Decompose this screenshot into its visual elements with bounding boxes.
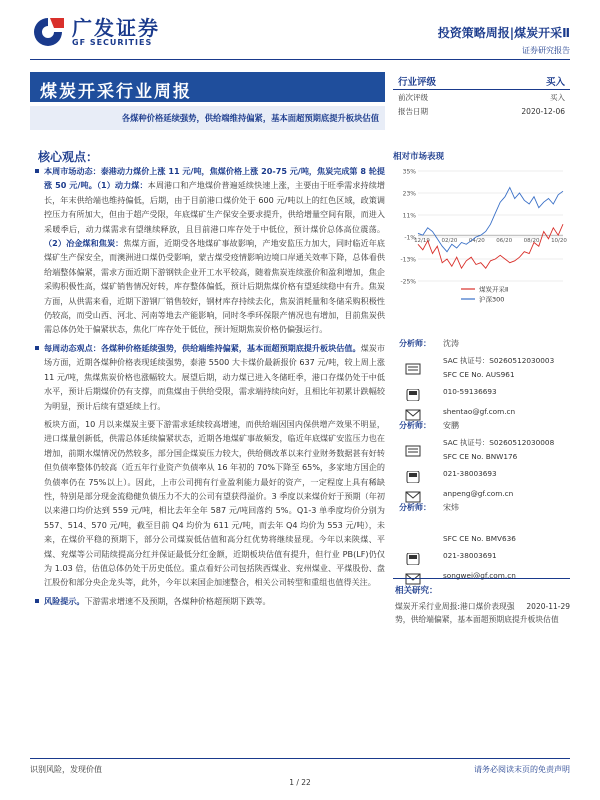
analyst-phone: 010-59136693 bbox=[443, 387, 497, 396]
header-divider bbox=[30, 59, 570, 60]
p2-text: 煤炭市场方面，近期各煤种价格表现延续强势，泰港 5500 大卡煤价最新报价 637 元/吨，较上周上涨 11 元/吨，焦煤焦炭价格也涨幅较大。展望后期，动力煤已进入冬储旺季，港口存煤仍处于中低水平，预计后期煤价仍有支撑，而焦煤由于供给受限，需求端持续向好，且相比年初累计跌幅较为明显，预计后续有望延续上行。 bbox=[44, 342, 385, 411]
footer-divider bbox=[30, 758, 570, 759]
relative-performance-chart bbox=[393, 163, 570, 313]
p1-highlight-2: （2）冶金煤和焦炭： bbox=[44, 238, 124, 249]
analyst-card bbox=[393, 494, 570, 580]
chart-svg bbox=[393, 163, 570, 313]
y-tick-label: 23% bbox=[402, 190, 416, 198]
phone-icon bbox=[405, 550, 421, 562]
x-tick-label: 12/19 bbox=[414, 238, 430, 245]
analyst-name: 安鹏 bbox=[443, 421, 459, 430]
page-header bbox=[0, 0, 600, 60]
prev-rating-label: 前次评级 bbox=[398, 92, 428, 102]
x-tick-label: 02/20 bbox=[441, 238, 458, 245]
phone-icon bbox=[405, 468, 421, 480]
p1-text-b: 焦煤方面，近期受各地煤矿事故影响，产地安监压力加大，同时临近年底煤矿生产保安全，而澳洲进口煤仍受影响，蒙古煤受疫情影响边境口岸通关效率下降，总体看供给端整体偏紧，需求方面近期下游钢铁企业开工水平较高，随着焦炭连续涨价和盈利增加，焦企采购积极性高，煤矿销售情况好转，库存整体偏低，预计后期焦煤价格有望延续稳中有升。焦炭方面，从供需来看，近期下游钢厂销售较好，钢材库存持续去化，焦炭消耗量和冬储采购积极性仍较高，而受山西、河北、河南等地去产能影响，同时冬季环保限产情况也有增加，目前焦炭供需总体仍处于偏紧状态，焦化厂库存处于低位，预计短期焦炭价格仍偏强运行。 bbox=[44, 238, 385, 335]
phone-icon bbox=[405, 386, 421, 398]
y-tick-label: 11% bbox=[402, 212, 416, 220]
certificate-icon bbox=[405, 360, 421, 372]
analyst-label: 分析师： bbox=[399, 339, 431, 348]
analyst-sfc: SFC CE No. BMV636 bbox=[443, 534, 516, 543]
analyst-sac: SAC 执证号：S0260512030003 bbox=[443, 356, 555, 365]
p1-highlight: 泰港动力煤价上涨 11 元/吨，焦煤价格上涨 20-75 元/吨，焦炭完成第 8 轮提涨 50 元/吨。（1）动力煤： bbox=[44, 166, 385, 191]
analyst-name: 宋炜 bbox=[443, 503, 459, 512]
rating-value: 买入 bbox=[545, 76, 565, 88]
analyst-card bbox=[393, 412, 570, 498]
analyst-label: 分析师： bbox=[399, 421, 431, 430]
series-line bbox=[418, 188, 563, 252]
core-views-body bbox=[44, 164, 385, 612]
analyst-sfc: SFC CE No. BNW176 bbox=[443, 452, 518, 461]
weekly-view-paragraph bbox=[44, 341, 385, 413]
x-tick-label: 08/20 bbox=[523, 238, 540, 245]
prev-rating-value: 买入 bbox=[550, 92, 565, 102]
chart-title: 相对市场表现 bbox=[393, 152, 445, 162]
footer-disclaimer: 请务必阅读末页的免责声明 bbox=[474, 765, 570, 774]
report-subtitle: 各煤种价格延续强势，供给端维持偏紧，基本面超预期底提升板块估值 bbox=[30, 106, 385, 130]
x-tick-label: 06/20 bbox=[496, 238, 513, 245]
report-date-label: 报告日期 bbox=[398, 106, 428, 116]
analyst-phone: 021-38003691 bbox=[443, 551, 497, 560]
logo-en-text: GF SECURITIES bbox=[72, 37, 153, 47]
report-date-value: 2020-12-06 bbox=[521, 106, 565, 116]
gf-logo bbox=[30, 16, 160, 48]
y-tick-label: -13% bbox=[400, 256, 416, 264]
analyst-email[interactable]: songwei@gf.com.cn bbox=[443, 571, 516, 580]
gf-logo-icon bbox=[30, 16, 66, 48]
report-title-banner bbox=[30, 72, 385, 102]
analyst-sac: SAC 执证号：S0260512030008 bbox=[443, 438, 555, 447]
x-tick-label: 04/20 bbox=[468, 238, 485, 245]
related-research bbox=[393, 578, 570, 626]
analyst-list bbox=[393, 330, 570, 580]
y-tick-label: -25% bbox=[400, 278, 416, 286]
x-tick-label: 10/20 bbox=[551, 238, 567, 245]
analyst-label: 分析师： bbox=[399, 503, 431, 512]
analyst-email[interactable]: shentao@gf.com.cn bbox=[443, 407, 516, 416]
legend-label: 煤炭开采Ⅱ bbox=[479, 285, 509, 294]
y-tick-label: -1% bbox=[404, 234, 416, 242]
risk-text: 下游需求增速不及预期，各煤种价格超预期下跌等。 bbox=[84, 595, 271, 606]
analyst-sfc: SFC CE No. AUS961 bbox=[443, 370, 515, 379]
report-title: 煤炭开采行业周报 bbox=[40, 82, 192, 102]
p1-head: 本周市场动态： bbox=[44, 166, 101, 176]
risk-paragraph bbox=[44, 594, 385, 608]
p2-head: 每周动态观点：各煤种价格延续强势，供给端维持偏紧，基本面超预期底提升板块估值。 bbox=[44, 342, 361, 353]
rating-label: 行业评级 bbox=[398, 76, 437, 88]
series-line bbox=[418, 224, 563, 268]
related-date: 2020-11-29 bbox=[526, 602, 570, 611]
legend-label: 沪深300 bbox=[479, 295, 505, 304]
header-title: 投资策略周报|煤炭开采Ⅱ bbox=[437, 26, 570, 40]
core-views-title: 核心观点： bbox=[38, 150, 99, 164]
rating-box bbox=[393, 72, 570, 118]
logo-cn-text: 广发证券 bbox=[72, 15, 160, 40]
sector-paragraph: 板块方面，10 月以来煤炭主要下游需求延续较高增速，而供给端因国内保供增产效果不明显，进口煤量创新低，供需总体延续偏紧状态，近期各地煤矿事故频发，临近年底煤矿安监压力也在增加，前期水煤情况仍然较多，部分国企煤炭压力较大，供给侧改革以来行业财务数据甚有好转但负债率整体仍较高（近五年行业资产负债率从 16 年初的 70%下降至 65%，多家地方国企的负债率仍在 75%以上）。因此，上市公司拥有行业盈利能力最好的资产，一定程度上具有稀缺性，特别是部分现金流稳健负债压力不大的公司有望获得溢价。3 季度以来煤价好于预期（年初以来港口均价达到 559 元/吨，相比去年全年 587 元/吨回落约 5%。Q1-3 单季度均价分别为 557、514、570 元/吨，截至目前 Q4 均价为 611 元/吨，而去年 Q4 均价为 553 元/吨），未来，在煤价平稳的预期下，部分公司煤炭低估值和高分红优势将继续显现。今年以来陕煤、平煤、兖煤等公司陆续提高分红并保证最低分红金额，近期板块估值有提升，但行业 PB(LF)仍仅为 1.03 倍，估值总体仍处于历史低位。重点看好公司包括陕西煤业、兖州煤业、平煤股份、盘江股份和部分央企龙头等，此外，今年以来国企加速整合，相关公司转型和重组也值得关注。 bbox=[44, 418, 385, 588]
footer-slogan: 识别风险，发现价值 bbox=[30, 765, 102, 774]
certificate-icon bbox=[405, 442, 421, 454]
analyst-card bbox=[393, 330, 570, 416]
related-title: 相关研究： bbox=[395, 586, 438, 596]
y-tick-label: 35% bbox=[402, 168, 416, 176]
related-item-link[interactable]: 煤炭开采行业周报:港口煤价表现强势，供给端偏紧，基本面超预期底提升板块估值 bbox=[395, 602, 559, 624]
header-subtitle: 证券研究报告 bbox=[522, 46, 570, 55]
market-dynamics-paragraph bbox=[44, 164, 385, 337]
risk-head: 风险提示。 bbox=[44, 595, 85, 606]
p1-text-a: 本周港口和产地煤价普遍延续快速上涨，主要由于旺季需求持续增长，年末供给端也维持偏低，后期，由于目前港口煤价处于 600 元/吨以上的红色区域，政策调控压力有所加大，但由于超产受限，年底煤矿生产保安全要求提升，供给增量空间有限，而进入采暖季后，动力煤需求有望继续释放，且目前港口库存处于中低位，预计煤价总体高位震荡。 bbox=[44, 180, 385, 234]
page-number: 1 / 22 bbox=[289, 778, 311, 787]
analyst-email[interactable]: anpeng@gf.com.cn bbox=[443, 489, 514, 498]
analyst-name: 沈涛 bbox=[443, 339, 459, 348]
analyst-phone: 021-38003693 bbox=[443, 469, 497, 478]
